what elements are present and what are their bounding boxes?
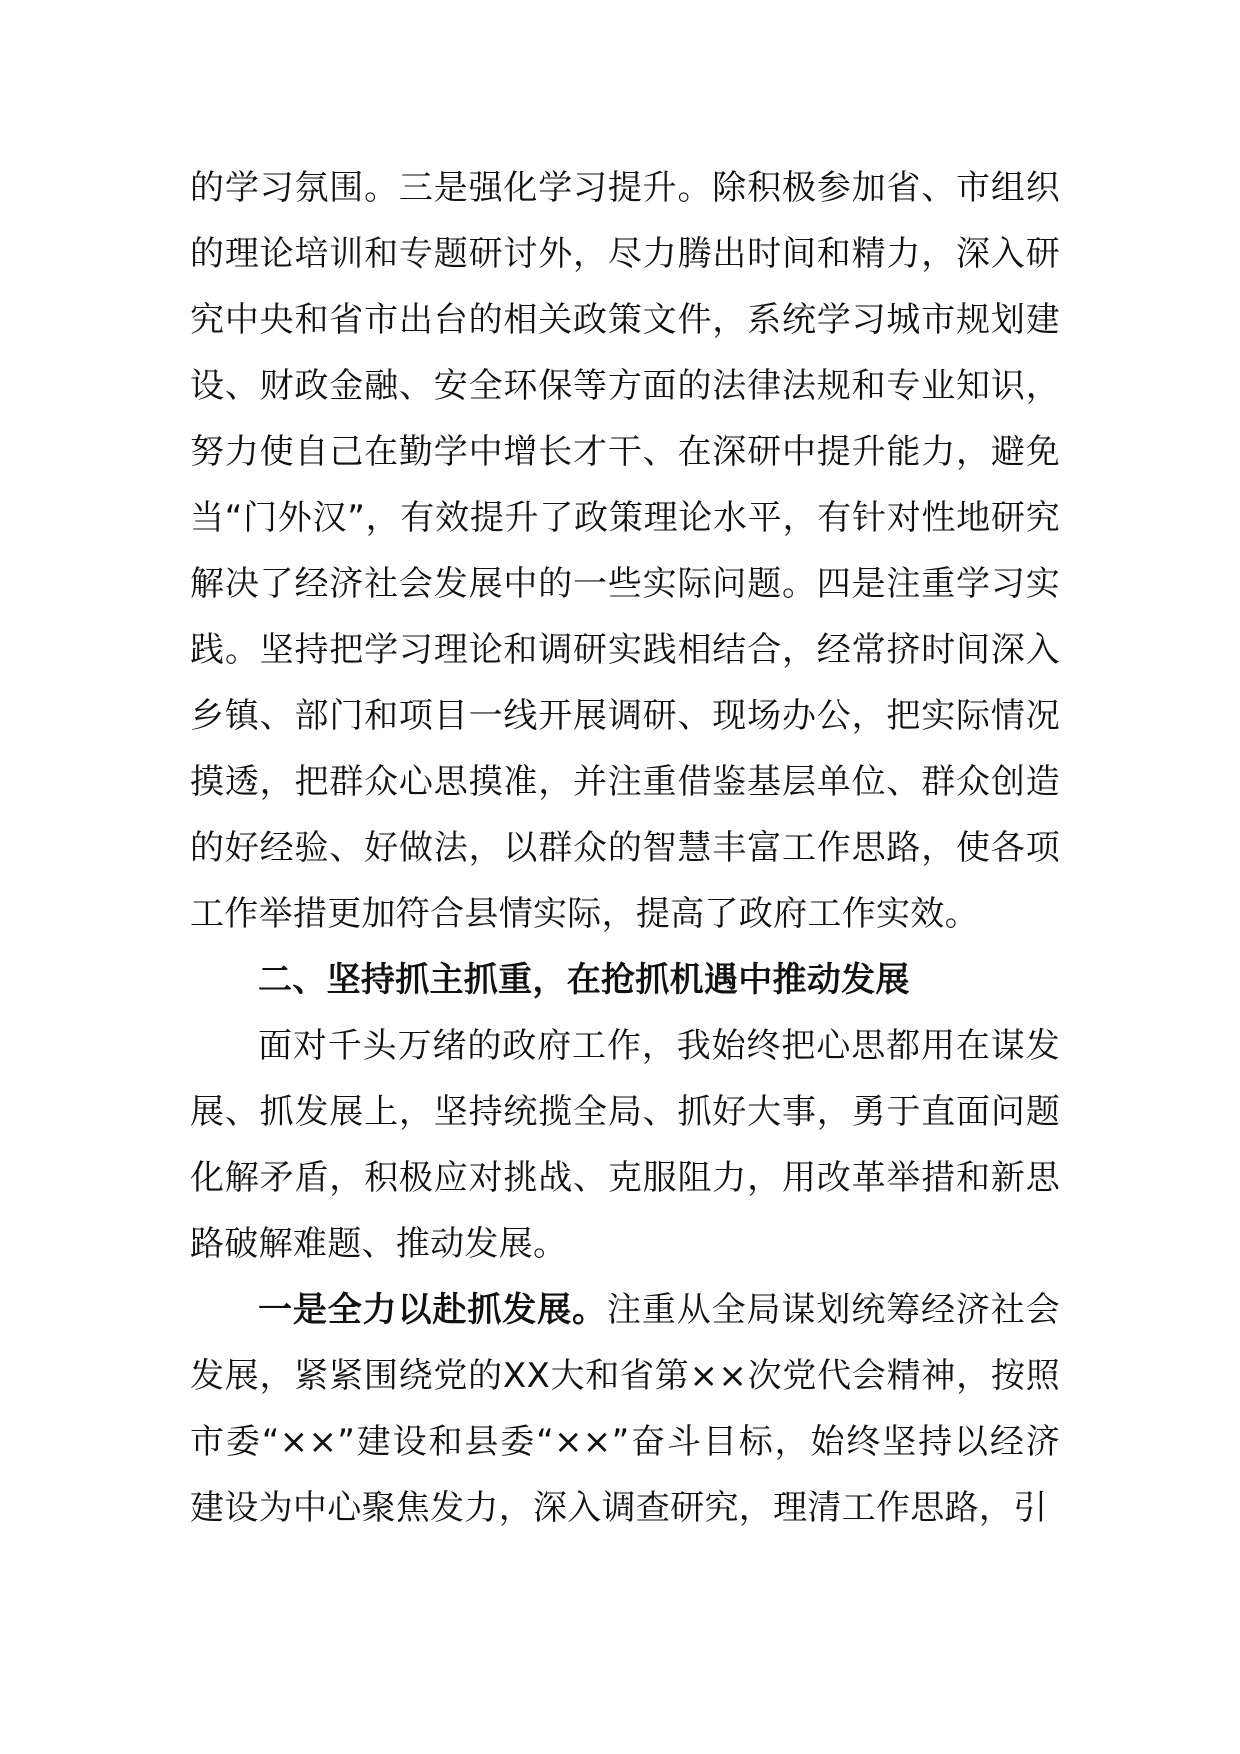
document-body <box>190 155 1060 1541</box>
section-heading: 二、坚持抓主抓重，在抢抓机遇中推动发展 <box>258 960 910 1000</box>
paragraph-full-effort-development <box>190 1277 1060 1541</box>
paragraph-body-text: 注重从全局谋划统筹经济社会发展，紧紧围绕党的XX大和省第××次党代会精神，按照市委“××”建设和县委“××”奋斗目标，始终坚持以经济建设为中心聚焦发力，深入调查研究，理清工作思路，引 <box>190 1290 1060 1528</box>
paragraph-lead-phrase: 一是全力以赴抓发展。 <box>258 1290 607 1330</box>
paragraph-continued-study: 的学习氛围。三是强化学习提升。除积极参加省、市组织的理论培训和专题研讨外，尽力腾出时间和精力，深入研究中央和省市出台的相关政策文件，系统学习城市规划建设、财政金融、安全环保等方面的法律法规和专业知识，努力使自己在勤学中增长才干、在深研中提升能力，避免当“门外汉”，有效提升了政策理论水平，有针对性地研究解决了经济社会发展中的一些实际问题。四是注重学习实践。坚持把学习理论和调研实践相结合，经常挤时间深入乡镇、部门和项目一线开展调研、现场办公，把实际情况摸透，把群众心思摸准，并注重借鉴基层单位、群众创造的好经验、好做法，以群众的智慧丰富工作思路，使各项工作举措更加符合县情实际，提高了政府工作实效。 <box>190 168 1060 934</box>
paragraph-intro-development: 面对千头万绪的政府工作，我始终把心思都用在谋发展、抓发展上，坚持统揽全局、抓好大事，勇于直面问题化解矛盾，积极应对挑战、克服阻力，用改革举措和新思路破解难题、推动发展。 <box>190 1026 1060 1264</box>
